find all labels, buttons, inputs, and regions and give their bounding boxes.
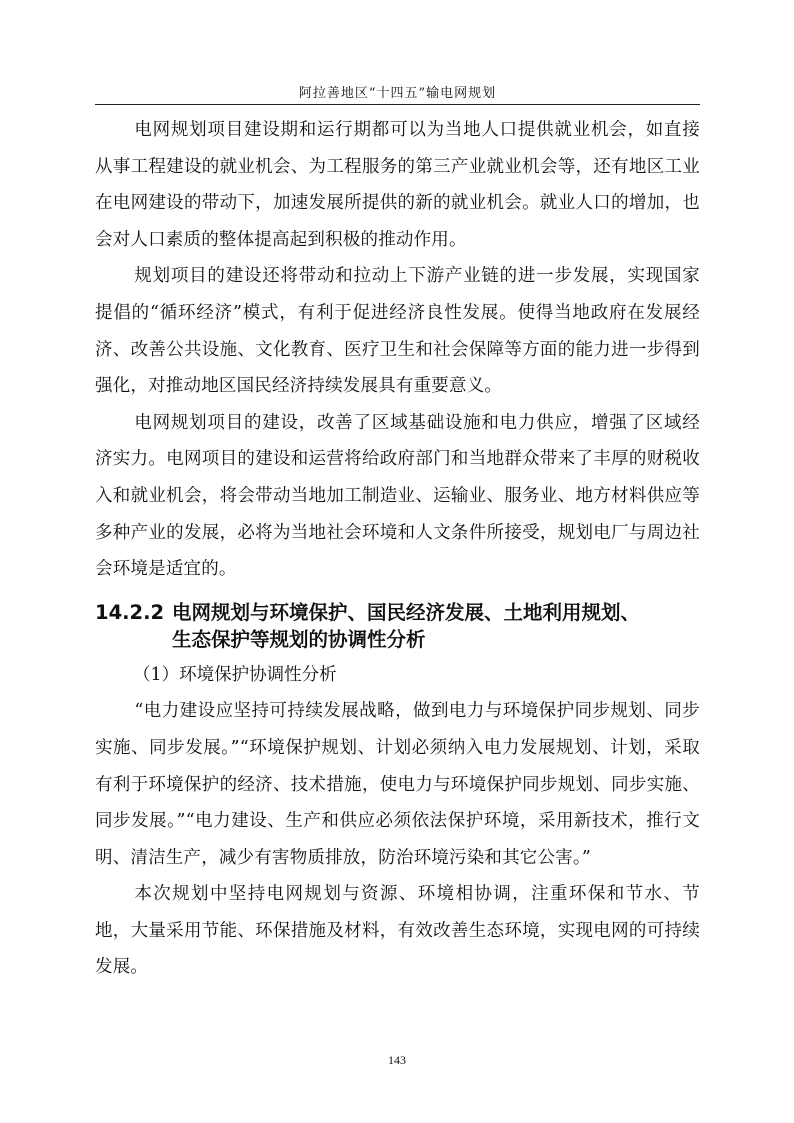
paragraph-industry-chain: 规划项目的建设还将带动和拉动上下游产业链的进一步发展，实现国家提倡的“循环经济”模式，有利于促进经济良性发展。使得当地政府在发展经济、改善公共设施、文化教育、医疗卫生和社会保障等方面的能力进一步得到强化，对推动地区国民经济持续发展具有重要意义。	[95, 266, 700, 397]
paragraph-regional-economy: 电网规划项目的建设，改善了区域基础设施和电力供应，增强了区域经济实力。电网项目的建设和运营将给政府部门和当地群众带来了丰厚的财税收入和就业机会，将会带动当地加工制造业、运输业、服务业、地方材料供应等多种产业的发展，必将为当地社会环境和人文条件所接受，规划电厂与周边社会环境是适宜的。	[95, 412, 700, 580]
section-title-line1: 电网规划与环境保护、国民经济发展、土地利用规划、	[172, 600, 641, 624]
section-number: 14.2.2	[95, 600, 165, 624]
section-heading	[95, 599, 700, 653]
page-body	[95, 112, 700, 986]
page-number: 143	[388, 1053, 406, 1067]
page-header: 阿拉善地区“十四五”输电网规划	[298, 86, 497, 101]
header-divider	[95, 104, 700, 105]
section-title-line2: 生态保护等规划的协调性分析	[172, 627, 426, 651]
paragraph-policy-quotes: “电力建设应坚持可持续发展战略，做到电力与环境保护同步规划、同步实施、同步发展。”“环境保护规划、计划必须纳入电力发展规划、计划，采取有利于环境保护的经济、技术措施，使电力与环境保护同步规划、同步实施、同步发展。”“电力建设、生产和供应必须依法保护环境，采用新技术，推行文明、清洁生产，减少有害物质排放，防治环境污染和其它公害。”	[95, 701, 700, 868]
paragraph-plan-summary: 本次规划中坚持电网规划与资源、环境相协调，注重环保和节水、节地，大量采用节能、环保措施及材料，有效改善生态环境，实现电网的可持续发展。	[95, 884, 700, 978]
subsection-heading: （1）环境保护协调性分析	[133, 664, 337, 685]
paragraph-employment: 电网规划项目建设期和运行期都可以为当地人口提供就业机会，如直接从事工程建设的就业机会、为工程服务的第三产业就业机会等，还有地区工业在电网建设的带动下，加速发展所提供的新的就业机会。就业人口的增加，也会对人口素质的整体提高起到积极的推动作用。	[95, 120, 700, 250]
